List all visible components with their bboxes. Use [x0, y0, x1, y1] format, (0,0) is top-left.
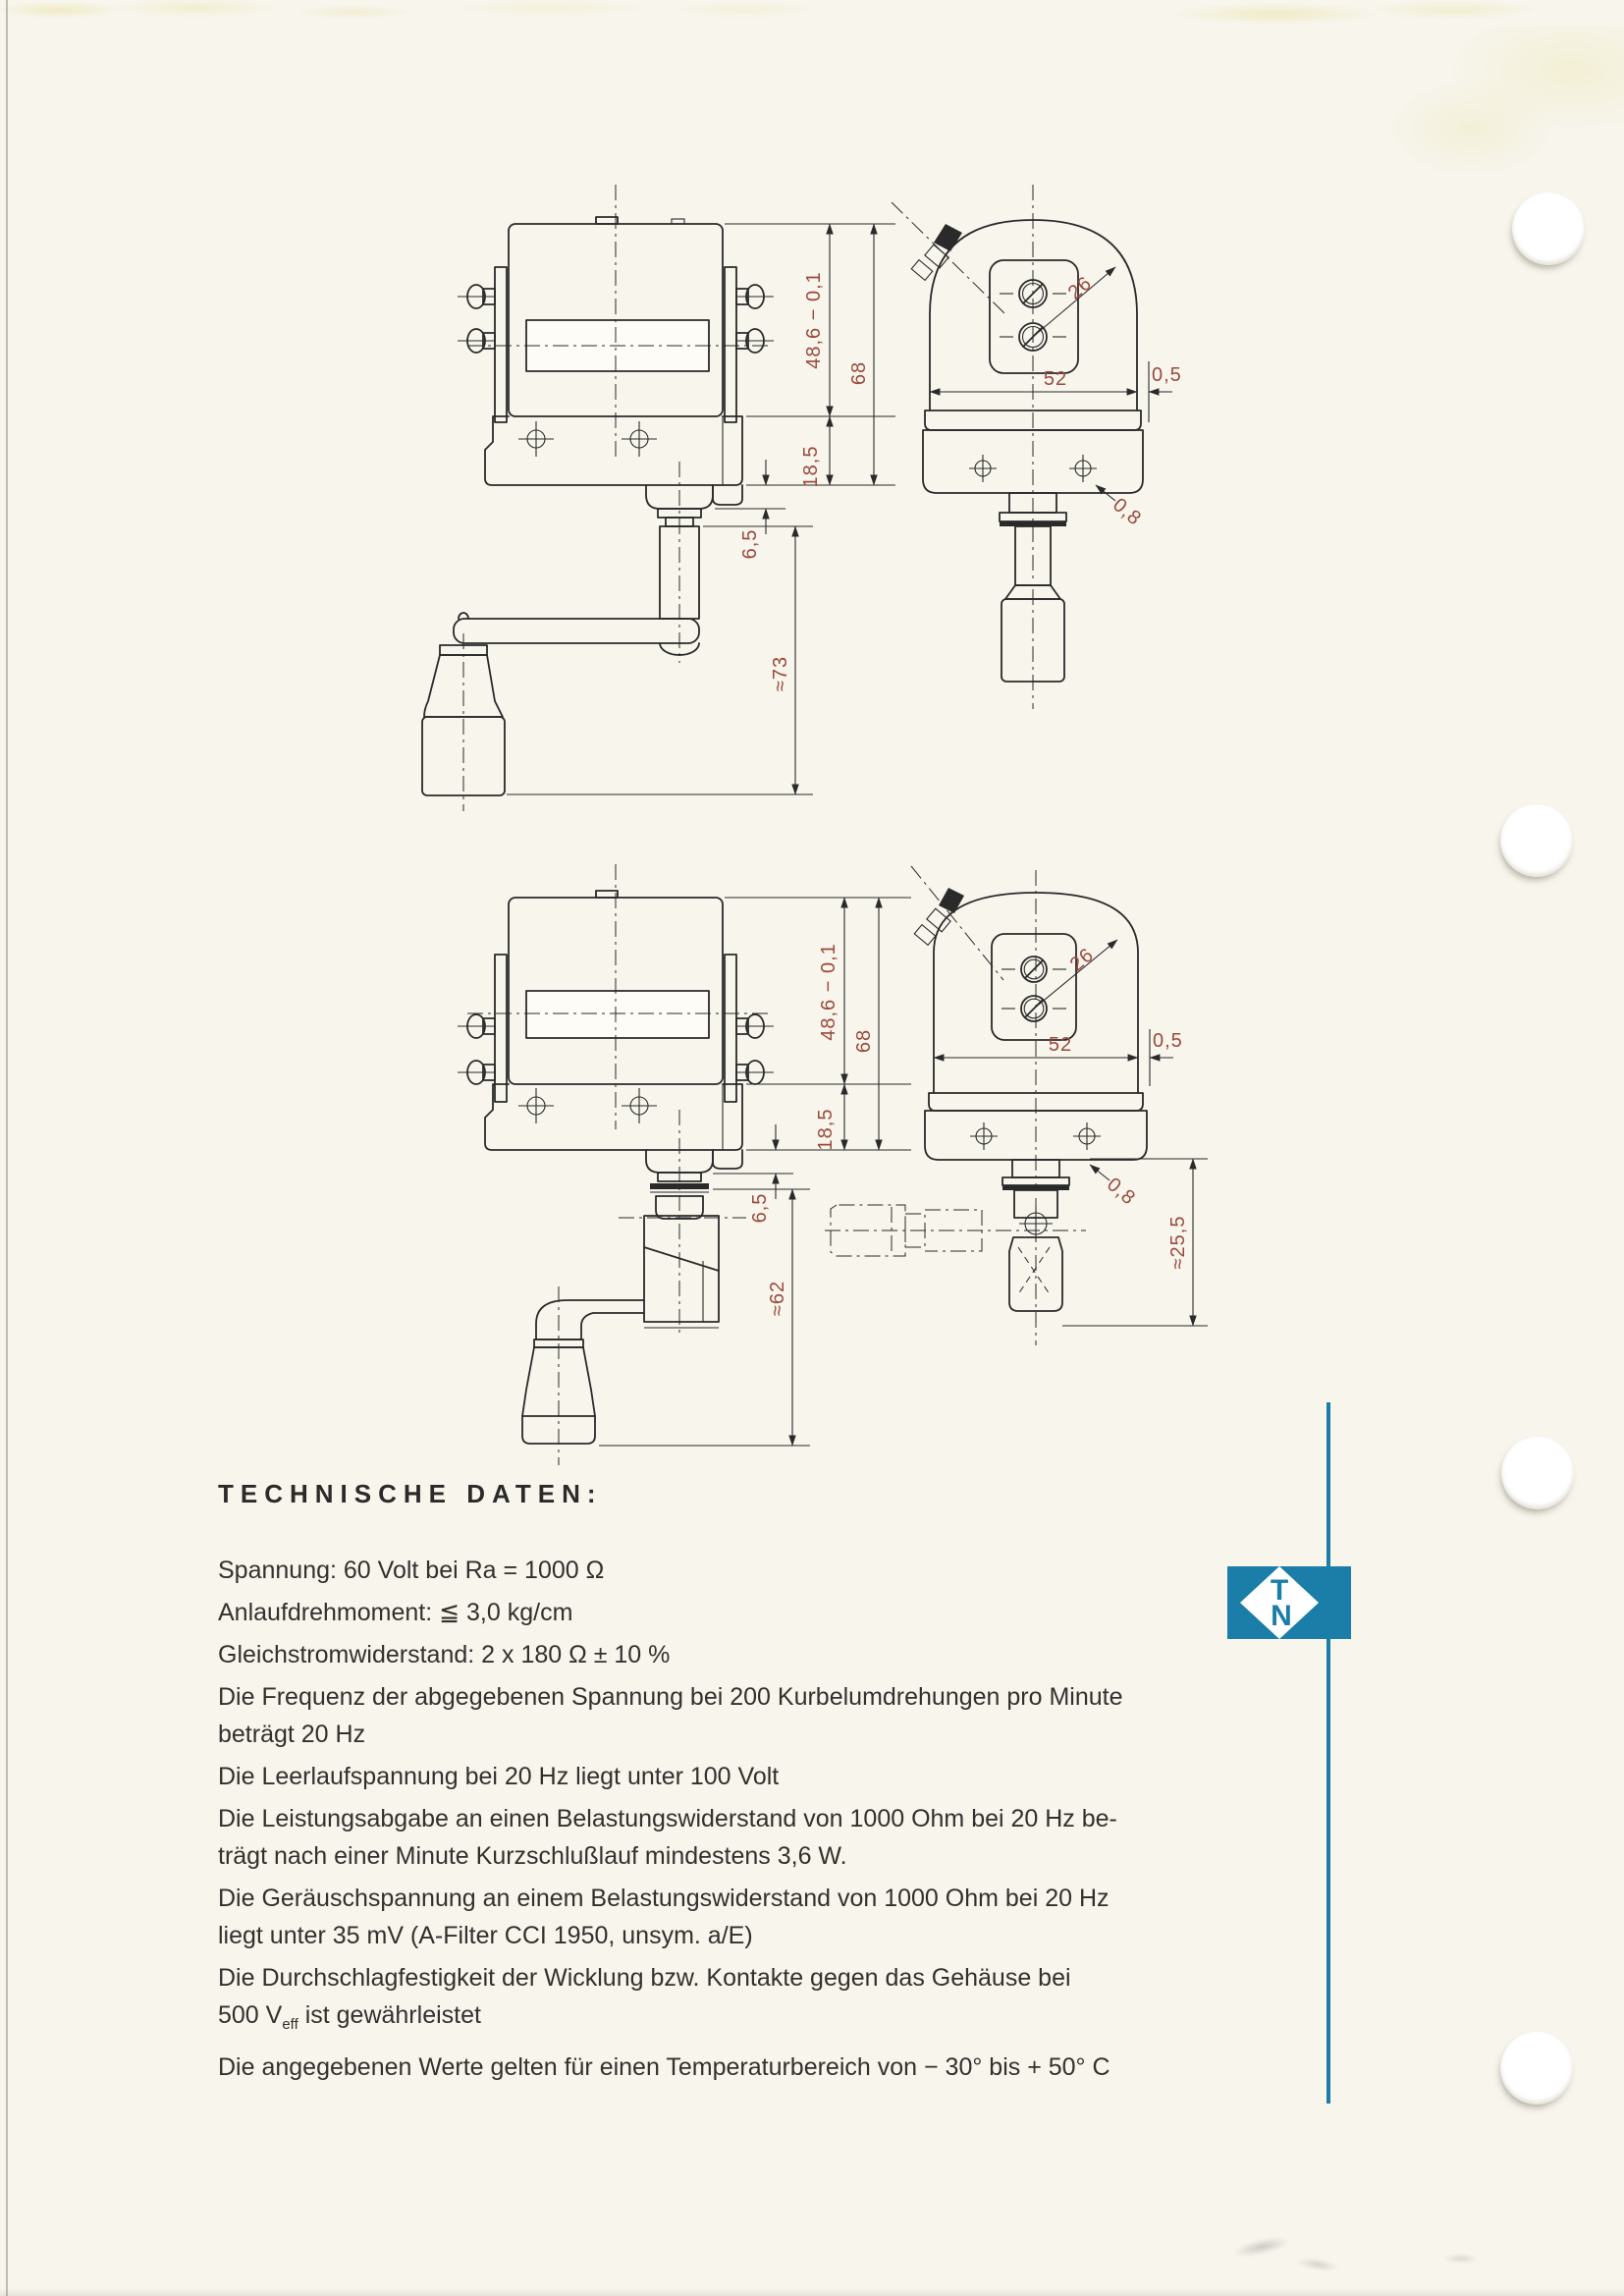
accent-rule	[1326, 1402, 1330, 2104]
punch-hole	[1501, 1437, 1574, 1509]
spec-temperature-range: Die angegebenen Werte gelten für einen Temperaturbereich von − 30° bis + 50° C	[218, 2053, 1110, 2081]
manufacturer-logo	[1227, 1566, 1351, 1639]
spec-dc-resistance: Gleichstromwiderstand: 2 x 180 Ω ± 10 %	[218, 1641, 671, 1668]
dim-label-radius: 0,8	[1102, 1174, 1140, 1210]
spec-frequency: Die Frequenz der abgegebenen Spannung bei 200 Kurbelumdrehungen pro Minute beträgt 20 Hz	[218, 1683, 1123, 1748]
signal-lever	[911, 866, 1003, 980]
front-view-crank-folded	[458, 864, 774, 1465]
dimensions-front-view-folded	[599, 898, 911, 1446]
punch-hole	[1500, 804, 1573, 877]
spec-dielectric-strength: Die Durchschlagfestigkeit der Wicklung bzw. Kontakte gegen das Gehäuse bei 500 $V_{eff}$ ist gewährleistet	[218, 1964, 1071, 2033]
punch-hole	[1512, 192, 1585, 265]
pencil-smudge	[1231, 2233, 1292, 2261]
pencil-smudge	[1443, 2254, 1479, 2264]
technical-data-list	[218, 1552, 1161, 2091]
dim-label-height: 48,6 − 0,1	[818, 943, 839, 1041]
pencil-smudge	[1295, 2256, 1339, 2273]
scan-stain-corner	[1369, 26, 1624, 173]
page-title: TECHNISCHE DATEN:	[218, 1479, 603, 1508]
spec-torque: Anlaufdrehmoment: ≦ 3,0 kg/cm	[218, 1599, 573, 1626]
terminal-screws-left	[458, 1014, 495, 1084]
dim-label-height: 48,6 − 0,1	[803, 271, 825, 369]
dim-label-total: 68	[848, 360, 870, 386]
logo-letter-n: N	[1271, 1600, 1292, 1632]
spec-power-output: Die Leistungsabgabe an einen Belastungswiderstand von 1000 Ohm bei 20 Hz be- trägt nach einer Minute Kurzschlußlauf mindestens 3,6 W.	[218, 1805, 1117, 1870]
side-view-top	[892, 185, 1143, 709]
mounting-holes	[518, 1088, 657, 1123]
spec-noise-voltage: Die Geräuschspannung an einem Belastungswiderstand von 1000 Ohm bei 20 Hz liegt unter 35 mV (A-Filter CCI 1950, unsym. a/E)	[218, 1885, 1110, 1949]
dim-label-crank: ≈73	[770, 655, 791, 692]
dim-label-boss: 6,5	[749, 1192, 771, 1224]
dim-label-screw-distance: 26	[1063, 272, 1097, 304]
pole-screws	[1001, 957, 1066, 1021]
spec-voltage: Spannung: 60 Volt bei Ra = 1000 Ω	[218, 1557, 605, 1584]
dim-label-width: 52	[1048, 1034, 1073, 1056]
mounting-holes	[518, 421, 657, 457]
signal-lever	[892, 202, 1005, 314]
dimensioned-drawing-bottom	[275, 864, 1316, 1473]
dim-label-width: 52	[1043, 368, 1068, 390]
dim-label-boss: 6,5	[739, 528, 761, 560]
dim-label-crank: ≈62	[767, 1280, 788, 1317]
dim-label-bracket: 18,5	[800, 445, 822, 488]
dimensions-side-view	[930, 267, 1182, 530]
dim-label-radius: 0,8	[1108, 494, 1146, 530]
punch-hole	[1500, 2032, 1573, 2105]
dim-label-offset: 0,5	[1152, 364, 1182, 386]
scan-stain-top	[0, 0, 1624, 27]
dim-label-offset: 0,5	[1153, 1030, 1183, 1052]
scan-edge-line	[6, 0, 8, 2296]
front-view-crank-extended	[422, 185, 774, 811]
dimensions-side-view-folded	[934, 940, 1208, 1326]
side-view-bottom	[825, 866, 1147, 1345]
terminal-screws-right	[736, 1014, 774, 1084]
dim-label-screw-distance: 26	[1065, 944, 1099, 976]
dim-label-total: 68	[853, 1028, 875, 1054]
logo-letter-t: T	[1270, 1574, 1289, 1607]
dimensioned-drawing-top	[275, 128, 1316, 815]
phantom-crank	[825, 1205, 1086, 1256]
scan-edge-bottom	[0, 2288, 1624, 2296]
dim-label-bracket: 18,5	[815, 1108, 837, 1151]
terminal-screws-left	[458, 285, 495, 353]
dim-label-fold-height: ≈25,5	[1167, 1215, 1189, 1270]
terminal-screws-right	[736, 285, 774, 353]
spec-open-circuit-voltage: Die Leerlaufspannung bei 20 Hz liegt unter 100 Volt	[218, 1763, 780, 1790]
